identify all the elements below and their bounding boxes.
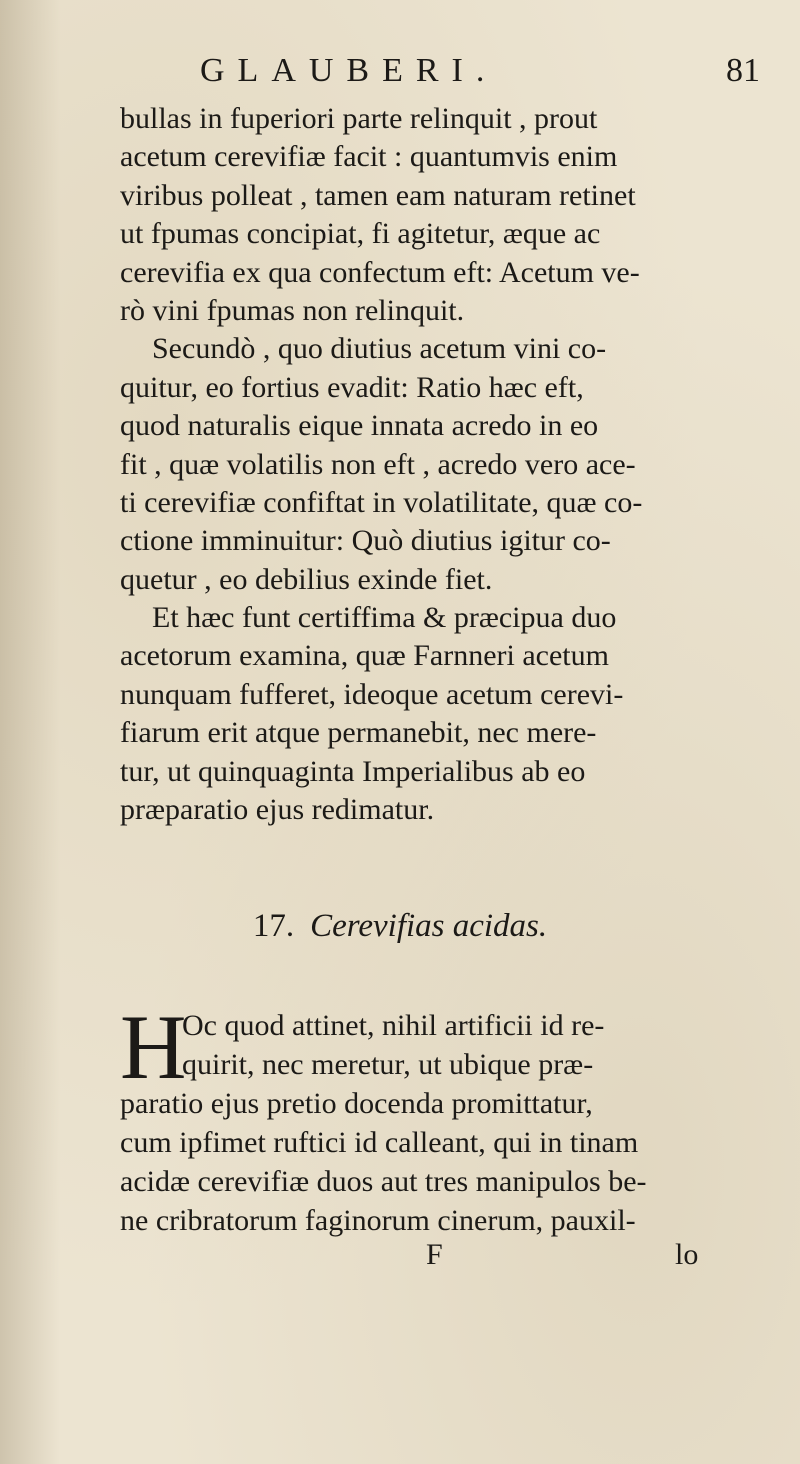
text-line: viribus polleat , tamen eam naturam retinet: [120, 178, 636, 212]
text-line: ne cribratorum faginorum cinerum, pauxil-: [120, 1204, 636, 1237]
text-line: fiarum erit atque permanebit, nec mere-: [120, 716, 597, 750]
text-line: quetur , eo debilius exinde fiet.: [120, 562, 493, 596]
text-line: quitur, eo fortius evadit: Ratio hæc eft,: [120, 370, 584, 404]
text-line: paratio ejus pretio docenda promittatur,: [120, 1087, 593, 1120]
catchword: lo: [675, 1238, 699, 1271]
page-number: 81: [726, 52, 760, 89]
text-line: cerevifia ex qua confectum eft: Acetum ve-: [120, 255, 640, 289]
text-line: cum ipfimet ruftici id calleant, qui in tinam: [120, 1126, 639, 1159]
page-gutter-shadow: [0, 0, 60, 1464]
text-line: Et hæc funt certiffima & præcipua duo: [152, 601, 617, 635]
section-heading: [0, 908, 800, 945]
text-line: ut fpumas concipiat, fi agitetur, æque ac: [120, 217, 601, 251]
text-line: bullas in fuperiori parte relinquit , prout: [120, 102, 598, 135]
section-title: Cerevifias acidas.: [310, 908, 548, 944]
text-line: rò vini fpumas non relinquit.: [120, 293, 465, 327]
text-line: quirit, nec meretur, ut ubique præ-: [182, 1048, 594, 1081]
text-line: acetum cerevifiæ facit : quantumvis enim: [120, 140, 618, 174]
text-line: acetorum examina, quæ Farnneri acetum: [120, 639, 609, 673]
text-line: acidæ cerevifiæ duos aut tres manipulos be-: [120, 1165, 647, 1198]
text-line: quod naturalis eique innata acredo in eo: [120, 409, 599, 443]
text-line: Secundò , quo diutius acetum vini co-: [152, 332, 607, 366]
running-head: GLAUBERI.: [200, 52, 498, 89]
text-line: nunquam fufferet, ideoque acetum cerevi-: [120, 677, 624, 711]
text-line: tur, ut quinquaginta Imperialibus ab eo: [120, 754, 586, 788]
signature-mark: F: [426, 1238, 443, 1271]
section-body: [120, 996, 780, 1240]
page-header: [200, 52, 760, 100]
page-footer: [120, 1238, 780, 1278]
text-line: ti cerevifiæ confiftat in volatilitate, quæ co-: [120, 485, 643, 519]
drop-cap: H: [120, 996, 187, 1098]
text-line: ctione imminuitur: Quò diutius igitur co-: [120, 524, 611, 558]
section-number: 17.: [252, 908, 295, 944]
text-line: fit , quæ volatilis non eft , acredo vero ace-: [120, 447, 636, 481]
body-paragraphs: [120, 100, 780, 829]
text-line: Oc quod attinet, nihil artificii id re-: [182, 1009, 605, 1042]
text-line: præparatio ejus redimatur.: [120, 793, 435, 827]
